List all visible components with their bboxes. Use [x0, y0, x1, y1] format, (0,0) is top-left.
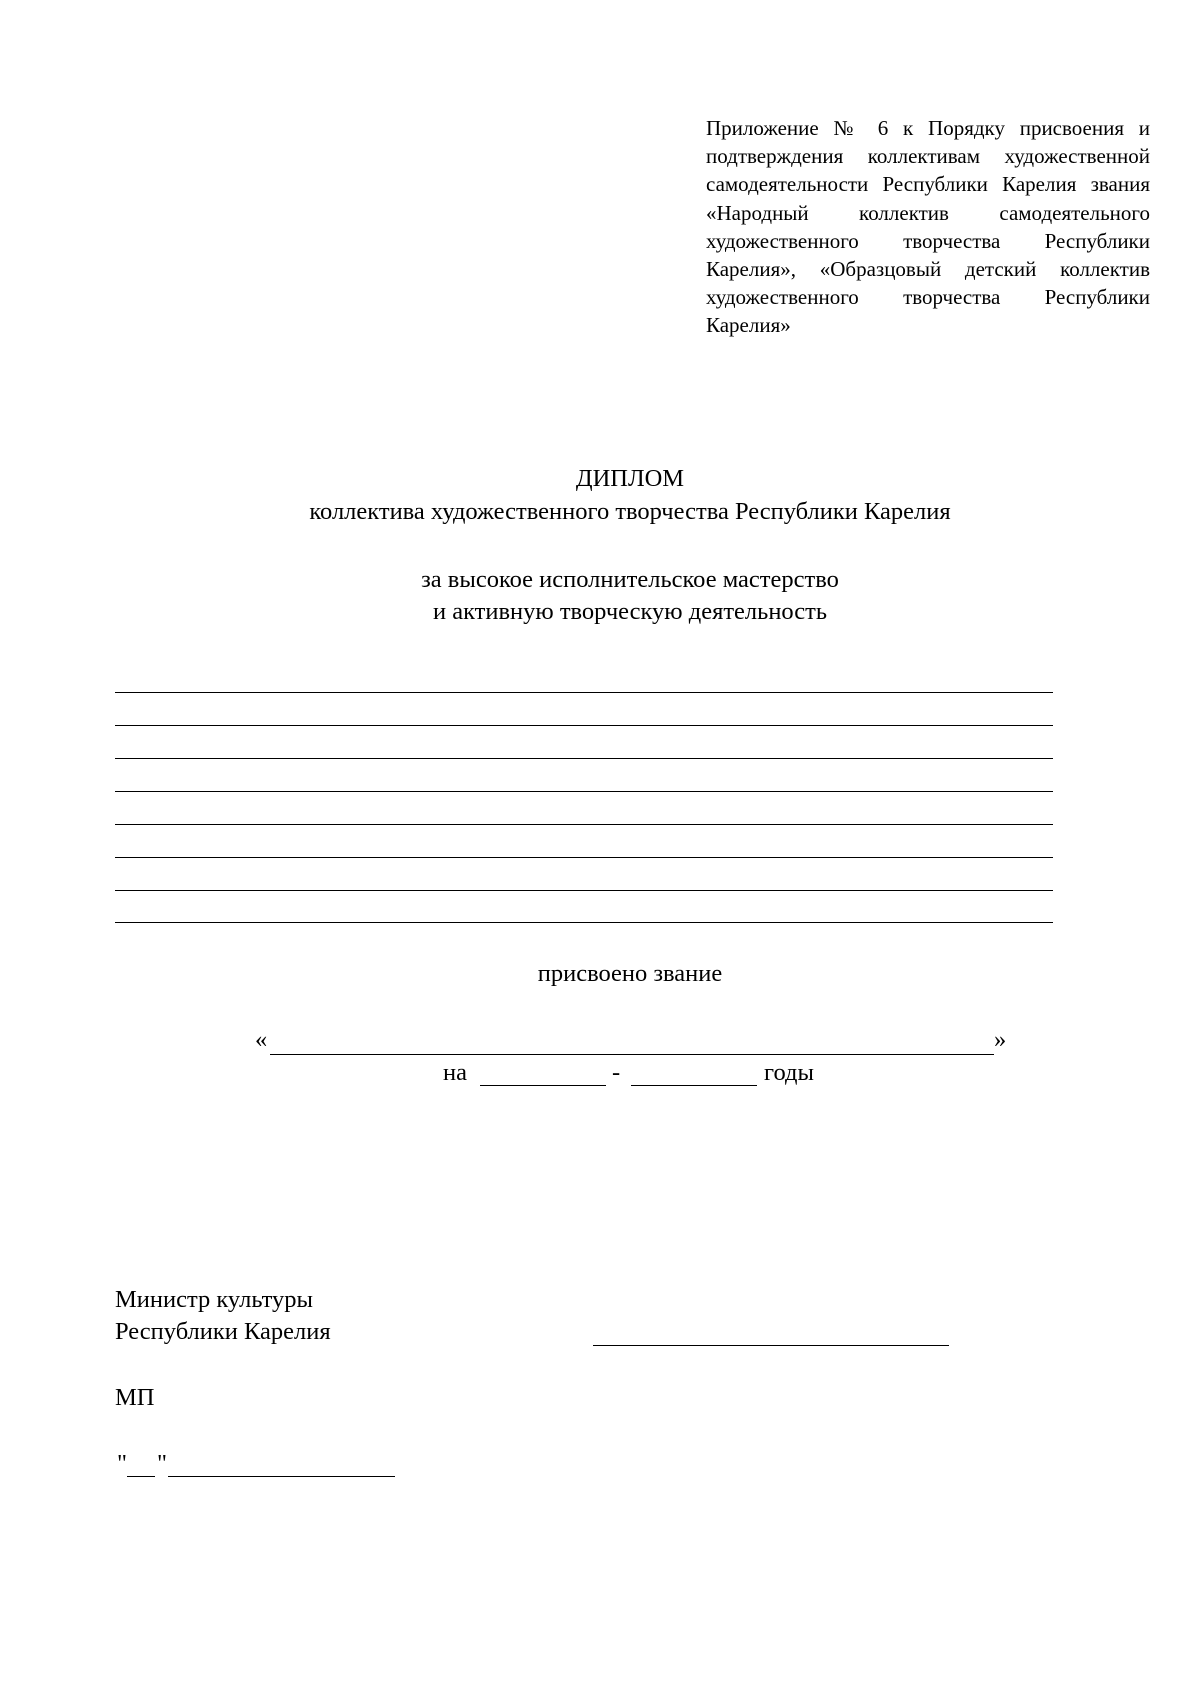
collective-name-line[interactable]	[115, 857, 1053, 858]
signatory-position-line-2: Республики Карелия	[115, 1318, 331, 1345]
collective-name-line[interactable]	[115, 890, 1053, 891]
award-reason-line-2: и активную творческую деятельность	[432, 598, 828, 625]
period-start-field[interactable]	[480, 1085, 606, 1086]
title-open-quote: «	[255, 1026, 268, 1053]
title-close-quote: »	[994, 1026, 1007, 1053]
assigned-title-label: присвоено звание	[537, 960, 723, 987]
collective-name-line[interactable]	[115, 758, 1053, 759]
collective-name-line[interactable]	[115, 692, 1053, 693]
signature-field[interactable]	[593, 1345, 949, 1346]
appendix-note: Приложение № 6 к Порядку присвоения и подтверждения коллективам художественной самодеятельности Республики Карелия звания «Народный коллектив самодеятельного художественного творчества Республики Карелия», «Образцовый детский коллектив художественного творчества Республики Карелия»	[706, 116, 1150, 338]
diploma-subheading: коллектива художественного творчества Республики Карелия	[309, 498, 951, 525]
award-reason-line-1: за высокое исполнительское мастерство	[421, 566, 839, 593]
date-open-quote: "	[117, 1450, 128, 1477]
collective-name-line[interactable]	[115, 725, 1053, 726]
collective-name-line[interactable]	[115, 824, 1053, 825]
diploma-heading: ДИПЛОМ	[575, 465, 685, 492]
collective-name-line[interactable]	[115, 922, 1053, 923]
period-dash: -	[612, 1059, 621, 1086]
honorary-title-field[interactable]	[270, 1054, 994, 1055]
seal-label: МП	[115, 1384, 155, 1411]
collective-name-line[interactable]	[115, 791, 1053, 792]
signatory-position-line-1: Министр культуры	[115, 1286, 313, 1313]
period-prefix: на	[443, 1059, 467, 1086]
date-close-quote: "	[157, 1450, 168, 1477]
date-month-year-field[interactable]	[168, 1476, 395, 1477]
period-suffix: годы	[764, 1059, 814, 1086]
date-day-field[interactable]	[127, 1476, 155, 1477]
period-end-field[interactable]	[631, 1085, 757, 1086]
